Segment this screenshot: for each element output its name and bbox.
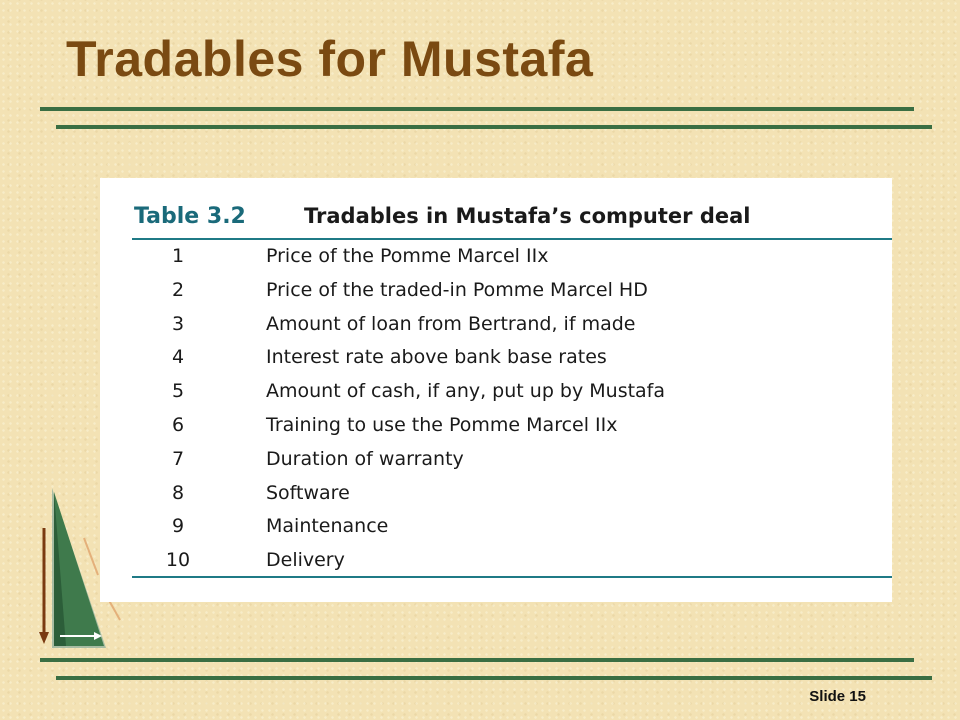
row-number: 6: [171, 413, 185, 436]
row-text: Training to use the Pomme Marcel IIx: [266, 413, 618, 436]
table-caption-label: Table 3.2: [134, 204, 246, 229]
title-rule-lower: [56, 125, 932, 129]
title-rule-upper: [40, 107, 914, 111]
row-number: 7: [171, 447, 185, 470]
table-row: [132, 544, 892, 578]
row-text: Maintenance: [266, 515, 389, 538]
row-number: 2: [171, 278, 185, 301]
row-text: Amount of cash, if any, put up by Mustafa: [266, 380, 666, 403]
table-row: [132, 477, 892, 511]
table-row: [132, 443, 892, 477]
row-text: Interest rate above bank base rates: [266, 346, 607, 369]
row-number: 9: [171, 515, 185, 538]
slide-number: Slide 15: [809, 688, 866, 705]
row-text: Software: [266, 481, 350, 504]
row-text: Price of the traded-in Pomme Marcel HD: [266, 278, 648, 301]
table-row: [132, 375, 892, 409]
row-number: 5: [171, 380, 185, 403]
table-bottom-rule: [132, 576, 892, 578]
table-row: [132, 240, 892, 274]
table-caption-title: Tradables in Mustafa’s computer deal: [304, 204, 751, 228]
table-panel: [100, 178, 892, 602]
footer-rule-upper: [40, 658, 914, 662]
table-row: [132, 341, 892, 375]
row-text: Price of the Pomme Marcel IIx: [266, 245, 549, 267]
row-number: 4: [171, 346, 185, 369]
table-rows: [132, 240, 892, 578]
row-text: Duration of warranty: [266, 447, 464, 470]
row-text: Amount of loan from Bertrand, if made: [266, 312, 636, 335]
table-row: [132, 510, 892, 544]
row-number: 8: [171, 481, 185, 504]
row-number: 10: [165, 549, 191, 572]
footer-rule-lower: [56, 676, 932, 680]
row-number: 3: [171, 312, 185, 335]
table-row: [132, 308, 892, 342]
table-caption: [132, 204, 892, 240]
row-number: 1: [171, 245, 185, 267]
row-text: Delivery: [266, 549, 345, 572]
slide-title: Tradables for Mustafa: [66, 31, 594, 87]
table-row: [132, 274, 892, 308]
table-row: [132, 409, 892, 443]
